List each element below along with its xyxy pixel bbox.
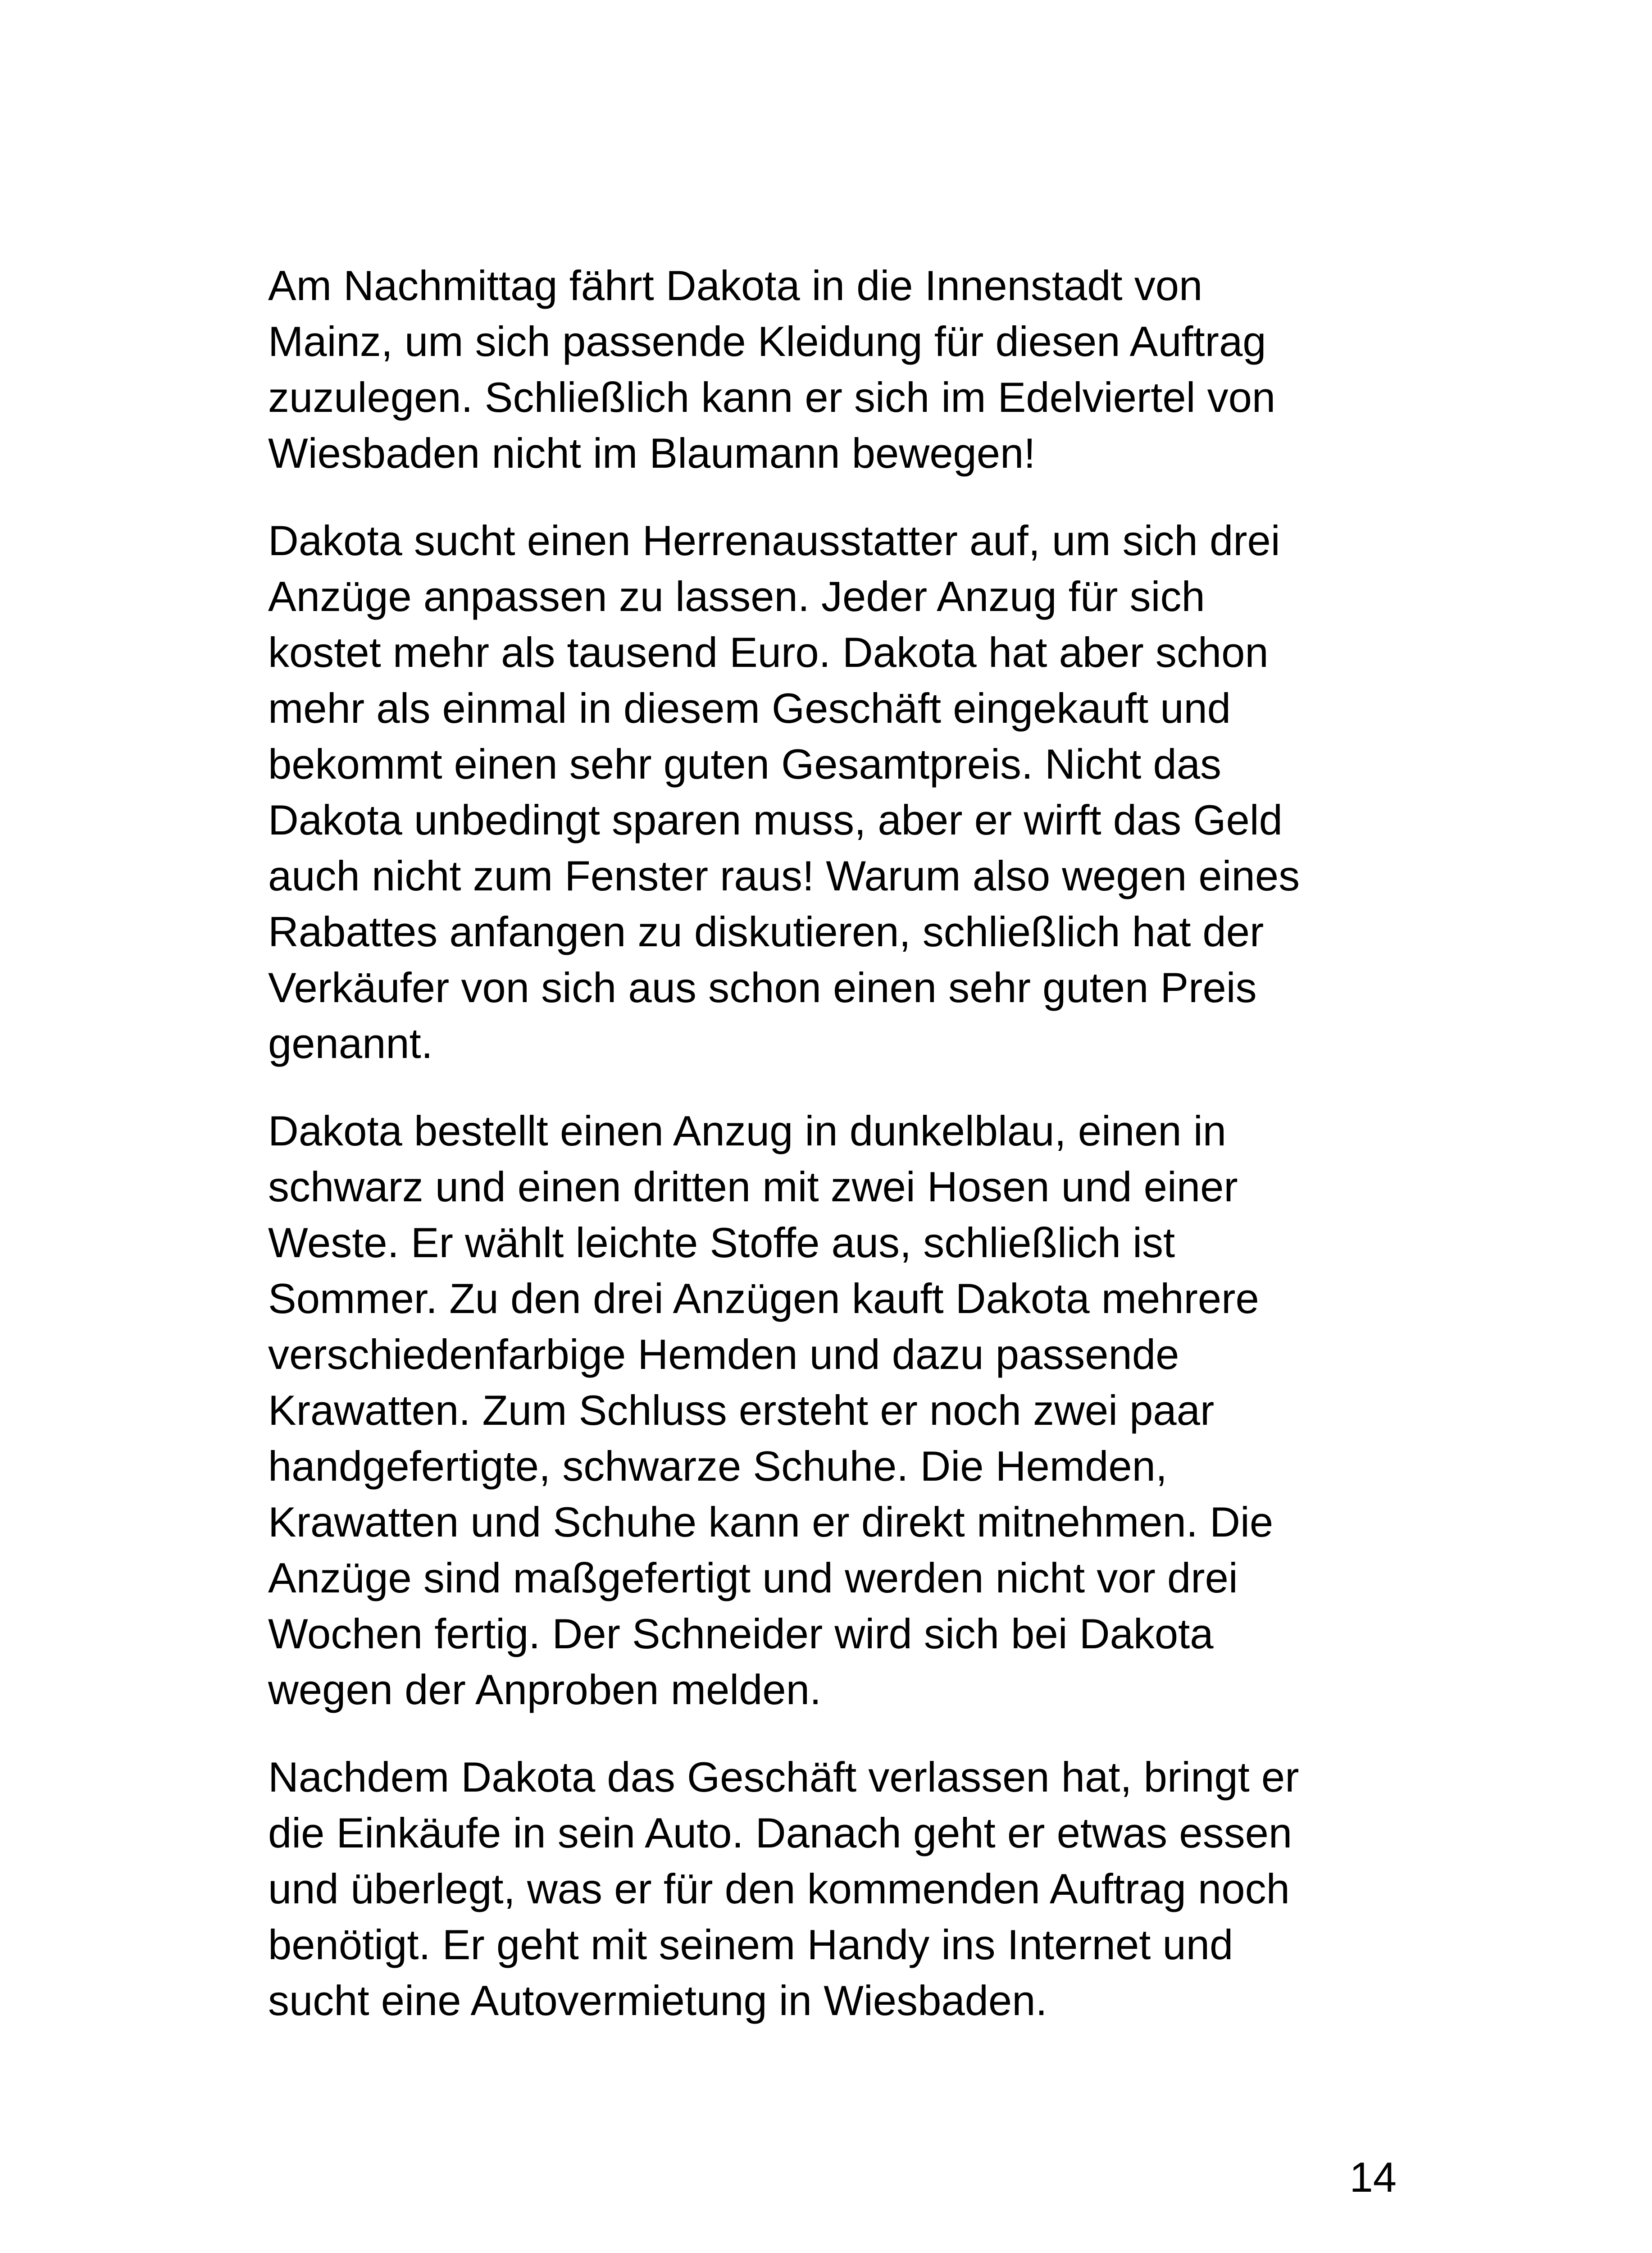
text-line: Rabattes anfangen zu diskutieren, schließlich hat der <box>268 908 1264 955</box>
text-line: handgefertigte, schwarze Schuhe. Die Hemden, <box>268 1442 1168 1490</box>
paragraph-2 <box>268 513 1403 1072</box>
text-line: Krawatten. Zum Schluss ersteht er noch zwei paar <box>268 1386 1215 1434</box>
paragraph-4 <box>268 1749 1403 2029</box>
text-line: genannt. <box>268 1020 433 1067</box>
text-line: bekommt einen sehr guten Gesamtpreis. Nicht das <box>268 740 1222 788</box>
text-line: Dakota unbedingt sparen muss, aber er wirft das Geld <box>268 796 1283 844</box>
text-line: Wochen fertig. Der Schneider wird sich bei Dakota <box>268 1610 1214 1657</box>
text-line: sucht eine Autovermietung in Wiesbaden. <box>268 1977 1047 2024</box>
text-line: mehr als einmal in diesem Geschäft eingekauft und <box>268 684 1231 732</box>
page-number: 14 <box>1349 2153 1397 2201</box>
text-line: wegen der Anproben melden. <box>268 1666 822 1713</box>
text-line: kostet mehr als tausend Euro. Dakota hat aber schon <box>268 629 1269 676</box>
text-line: Nachdem Dakota das Geschäft verlassen hat, bringt er <box>268 1753 1299 1801</box>
text-line: verschiedenfarbige Hemden und dazu passende <box>268 1331 1179 1378</box>
text-line: schwarz und einen dritten mit zwei Hosen und einer <box>268 1163 1238 1210</box>
body-text <box>268 258 1403 2060</box>
text-line: Verkäufer von sich aus schon einen sehr guten Preis <box>268 964 1257 1011</box>
text-line: Anzüge sind maßgefertigt und werden nicht vor drei <box>268 1554 1238 1601</box>
text-line: Dakota bestellt einen Anzug in dunkelblau, einen in <box>268 1107 1226 1154</box>
text-line: Am Nachmittag fährt Dakota in die Innenstadt von <box>268 262 1203 309</box>
text-line: Anzüge anpassen zu lassen. Jeder Anzug für sich <box>268 573 1205 620</box>
text-line: zuzulegen. Schließlich kann er sich im Edelviertel von <box>268 374 1276 421</box>
text-line: auch nicht zum Fenster raus! Warum also wegen eines <box>268 852 1300 899</box>
text-line: Krawatten und Schuhe kann er direkt mitnehmen. Die <box>268 1498 1274 1546</box>
text-line: die Einkäufe in sein Auto. Danach geht er etwas essen <box>268 1809 1292 1856</box>
paragraph-3 <box>268 1103 1403 1718</box>
text-line: Dakota sucht einen Herrenausstatter auf, um sich drei <box>268 517 1280 564</box>
text-line: Weste. Er wählt leichte Stoffe aus, schließlich ist <box>268 1219 1175 1266</box>
paragraph-1 <box>268 258 1403 481</box>
text-line: benötigt. Er geht mit seinem Handy ins Internet und <box>268 1921 1233 1968</box>
text-line: Mainz, um sich passende Kleidung für diesen Auftrag <box>268 318 1266 365</box>
text-line: Wiesbaden nicht im Blaumann bewegen! <box>268 429 1036 477</box>
text-line: Sommer. Zu den drei Anzügen kauft Dakota mehrere <box>268 1275 1259 1322</box>
text-line: und überlegt, was er für den kommenden Auftrag noch <box>268 1865 1290 1912</box>
